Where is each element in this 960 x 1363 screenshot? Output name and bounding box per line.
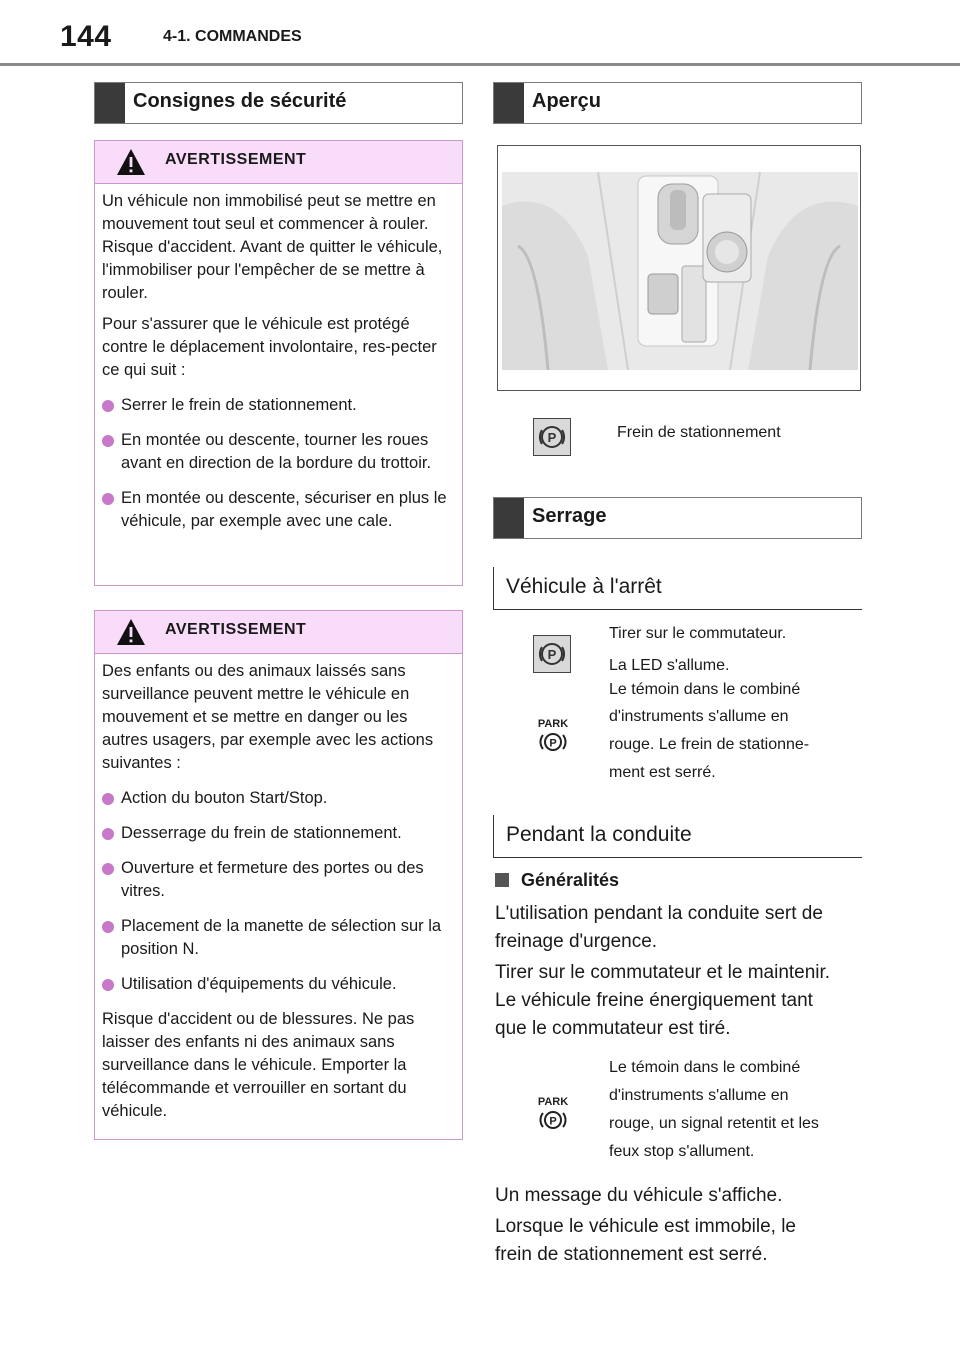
warning-title: AVERTISSEMENT <box>165 621 307 638</box>
warning-box-2 <box>94 610 463 1140</box>
subheading-driving-title: Pendant la conduite <box>506 823 692 846</box>
driving-line-1: Le témoin dans le combiné <box>609 1059 801 1076</box>
stopped-line-2: La LED s'allume. <box>609 657 730 674</box>
svg-text:P: P <box>547 430 557 445</box>
square-bullet-icon <box>495 873 509 887</box>
stopped-line-1: Tirer sur le commutateur. <box>609 625 787 642</box>
subheading-stopped-title: Véhicule à l'arrêt <box>506 575 662 598</box>
stopped-line-4: d'instruments s'allume en <box>609 708 789 725</box>
driving-line-2: d'instruments s'allume en <box>609 1087 789 1104</box>
bullet-dot-icon <box>102 979 114 991</box>
parking-brake-icon <box>533 635 571 673</box>
warning-box-1 <box>94 140 463 586</box>
bullet-dot-icon <box>102 435 114 447</box>
section-bar <box>95 83 125 123</box>
warning-paragraph: Un véhicule non immobilisé peut se mettre en mouvement tout seul et commencer à rouler. Risque d'accident. Avant de quitter le véhicule, l'immobiliser pour l'empêcher de se mettre à rouler. <box>102 192 443 302</box>
bullet-item: Action du bouton Start/Stop. <box>102 787 456 810</box>
driving-line-3: rouge, un signal retentit et les <box>609 1115 819 1132</box>
svg-text:P: P <box>549 737 557 750</box>
bullet-item: Serrer le frein de stationnement. <box>102 394 456 417</box>
bullet-item: En montée ou descente, sécuriser en plus le véhicule, par exemple avec une cale. <box>102 487 456 533</box>
stopped-line-3: Le témoin dans le combiné <box>609 681 801 698</box>
warning-title-row <box>95 611 462 654</box>
bullet-dot-icon <box>102 828 114 840</box>
parking-brake-icon <box>533 418 571 456</box>
final-paragraph-1: Un message du véhicule s'affiche. <box>495 1185 783 1206</box>
bullet-item: Utilisation d'équipements du véhicule. <box>102 973 456 996</box>
bullet-item: Placement de la manette de sélection sur la position N. <box>102 915 456 961</box>
page-header <box>0 0 960 68</box>
general-paragraph-2b: Le véhicule freine énergiquement tant <box>495 990 813 1011</box>
warning-triangle-icon <box>115 147 147 177</box>
warning-paragraph: Pour s'assurer que le véhicule est protégé contre le déplacement involontaire, res-pecter ce qui suit : <box>102 315 437 379</box>
bullet-dot-icon <box>102 921 114 933</box>
warning-body <box>95 184 462 555</box>
warning-paragraph: Des enfants ou des animaux laissés sans surveillance peuvent mettre le véhicule en mouvement et se mettre en danger ou les autres usagers, par exemple avec les actions suivantes : <box>102 662 434 772</box>
park-indicator-icon <box>534 1094 572 1132</box>
general-paragraph-1a: L'utilisation pendant la conduite sert de <box>495 903 823 924</box>
bullet-dot-icon <box>102 793 114 805</box>
console-photo <box>497 145 861 391</box>
final-paragraph-2b: frein de stationnement est serré. <box>495 1244 768 1265</box>
section-bar <box>494 498 524 538</box>
chapter-title: 4-1. COMMANDES <box>163 28 302 45</box>
warning-title: AVERTISSEMENT <box>165 151 307 168</box>
driving-line-4: feux stop s'allument. <box>609 1143 755 1160</box>
bullet-dot-icon <box>102 493 114 505</box>
bullet-dot-icon <box>102 400 114 412</box>
general-paragraph-1b: freinage d'urgence. <box>495 931 658 952</box>
section-overview-title: Aperçu <box>532 90 601 112</box>
section-safety-heading <box>94 82 463 124</box>
bullet-item: Ouverture et fermeture des portes ou des vitres. <box>102 857 456 903</box>
bullet-dot-icon <box>102 863 114 875</box>
final-paragraph-2a: Lorsque le véhicule est immobile, le <box>495 1216 796 1237</box>
overview-caption: Frein de stationnement <box>617 424 781 441</box>
svg-text:PARK: PARK <box>537 718 569 730</box>
header-rule <box>0 63 960 66</box>
warning-paragraph: Risque d'accident ou de blessures. Ne pas laisser des enfants ni des animaux sans surveillance dans le véhicule. Emporter la télécommande et verrouiller en sortant du véhicule. <box>102 1010 415 1120</box>
section-serrage-heading <box>493 497 862 539</box>
warning-body <box>95 654 462 1141</box>
stopped-line-5: rouge. Le frein de stationne- <box>609 736 810 753</box>
general-paragraph-2a: Tirer sur le commutateur et le maintenir. <box>495 962 831 983</box>
subheading-driving <box>493 815 862 858</box>
warning-triangle-icon <box>115 617 147 647</box>
bullet-item: Desserrage du frein de stationnement. <box>102 822 456 845</box>
center-console-illustration <box>498 146 860 390</box>
warning-title-row <box>95 141 462 184</box>
section-bar <box>494 83 524 123</box>
svg-text:P: P <box>547 647 557 662</box>
park-indicator-icon <box>534 716 572 754</box>
section-serrage-title: Serrage <box>532 505 607 527</box>
bullet-item: En montée ou descente, tourner les roues avant en direction de la bordure du trottoir. <box>102 429 456 475</box>
general-paragraph-2c: que le commutateur est tiré. <box>495 1018 731 1039</box>
svg-text:PARK: PARK <box>537 1096 569 1108</box>
svg-text:P: P <box>549 1115 557 1128</box>
section-safety-title: Consignes de sécurité <box>133 90 347 112</box>
section-overview-heading <box>493 82 862 124</box>
page-number: 144 <box>60 20 112 53</box>
subheading-stopped <box>493 567 862 610</box>
general-heading: Généralités <box>495 870 619 891</box>
stopped-line-6: ment est serré. <box>609 764 716 781</box>
